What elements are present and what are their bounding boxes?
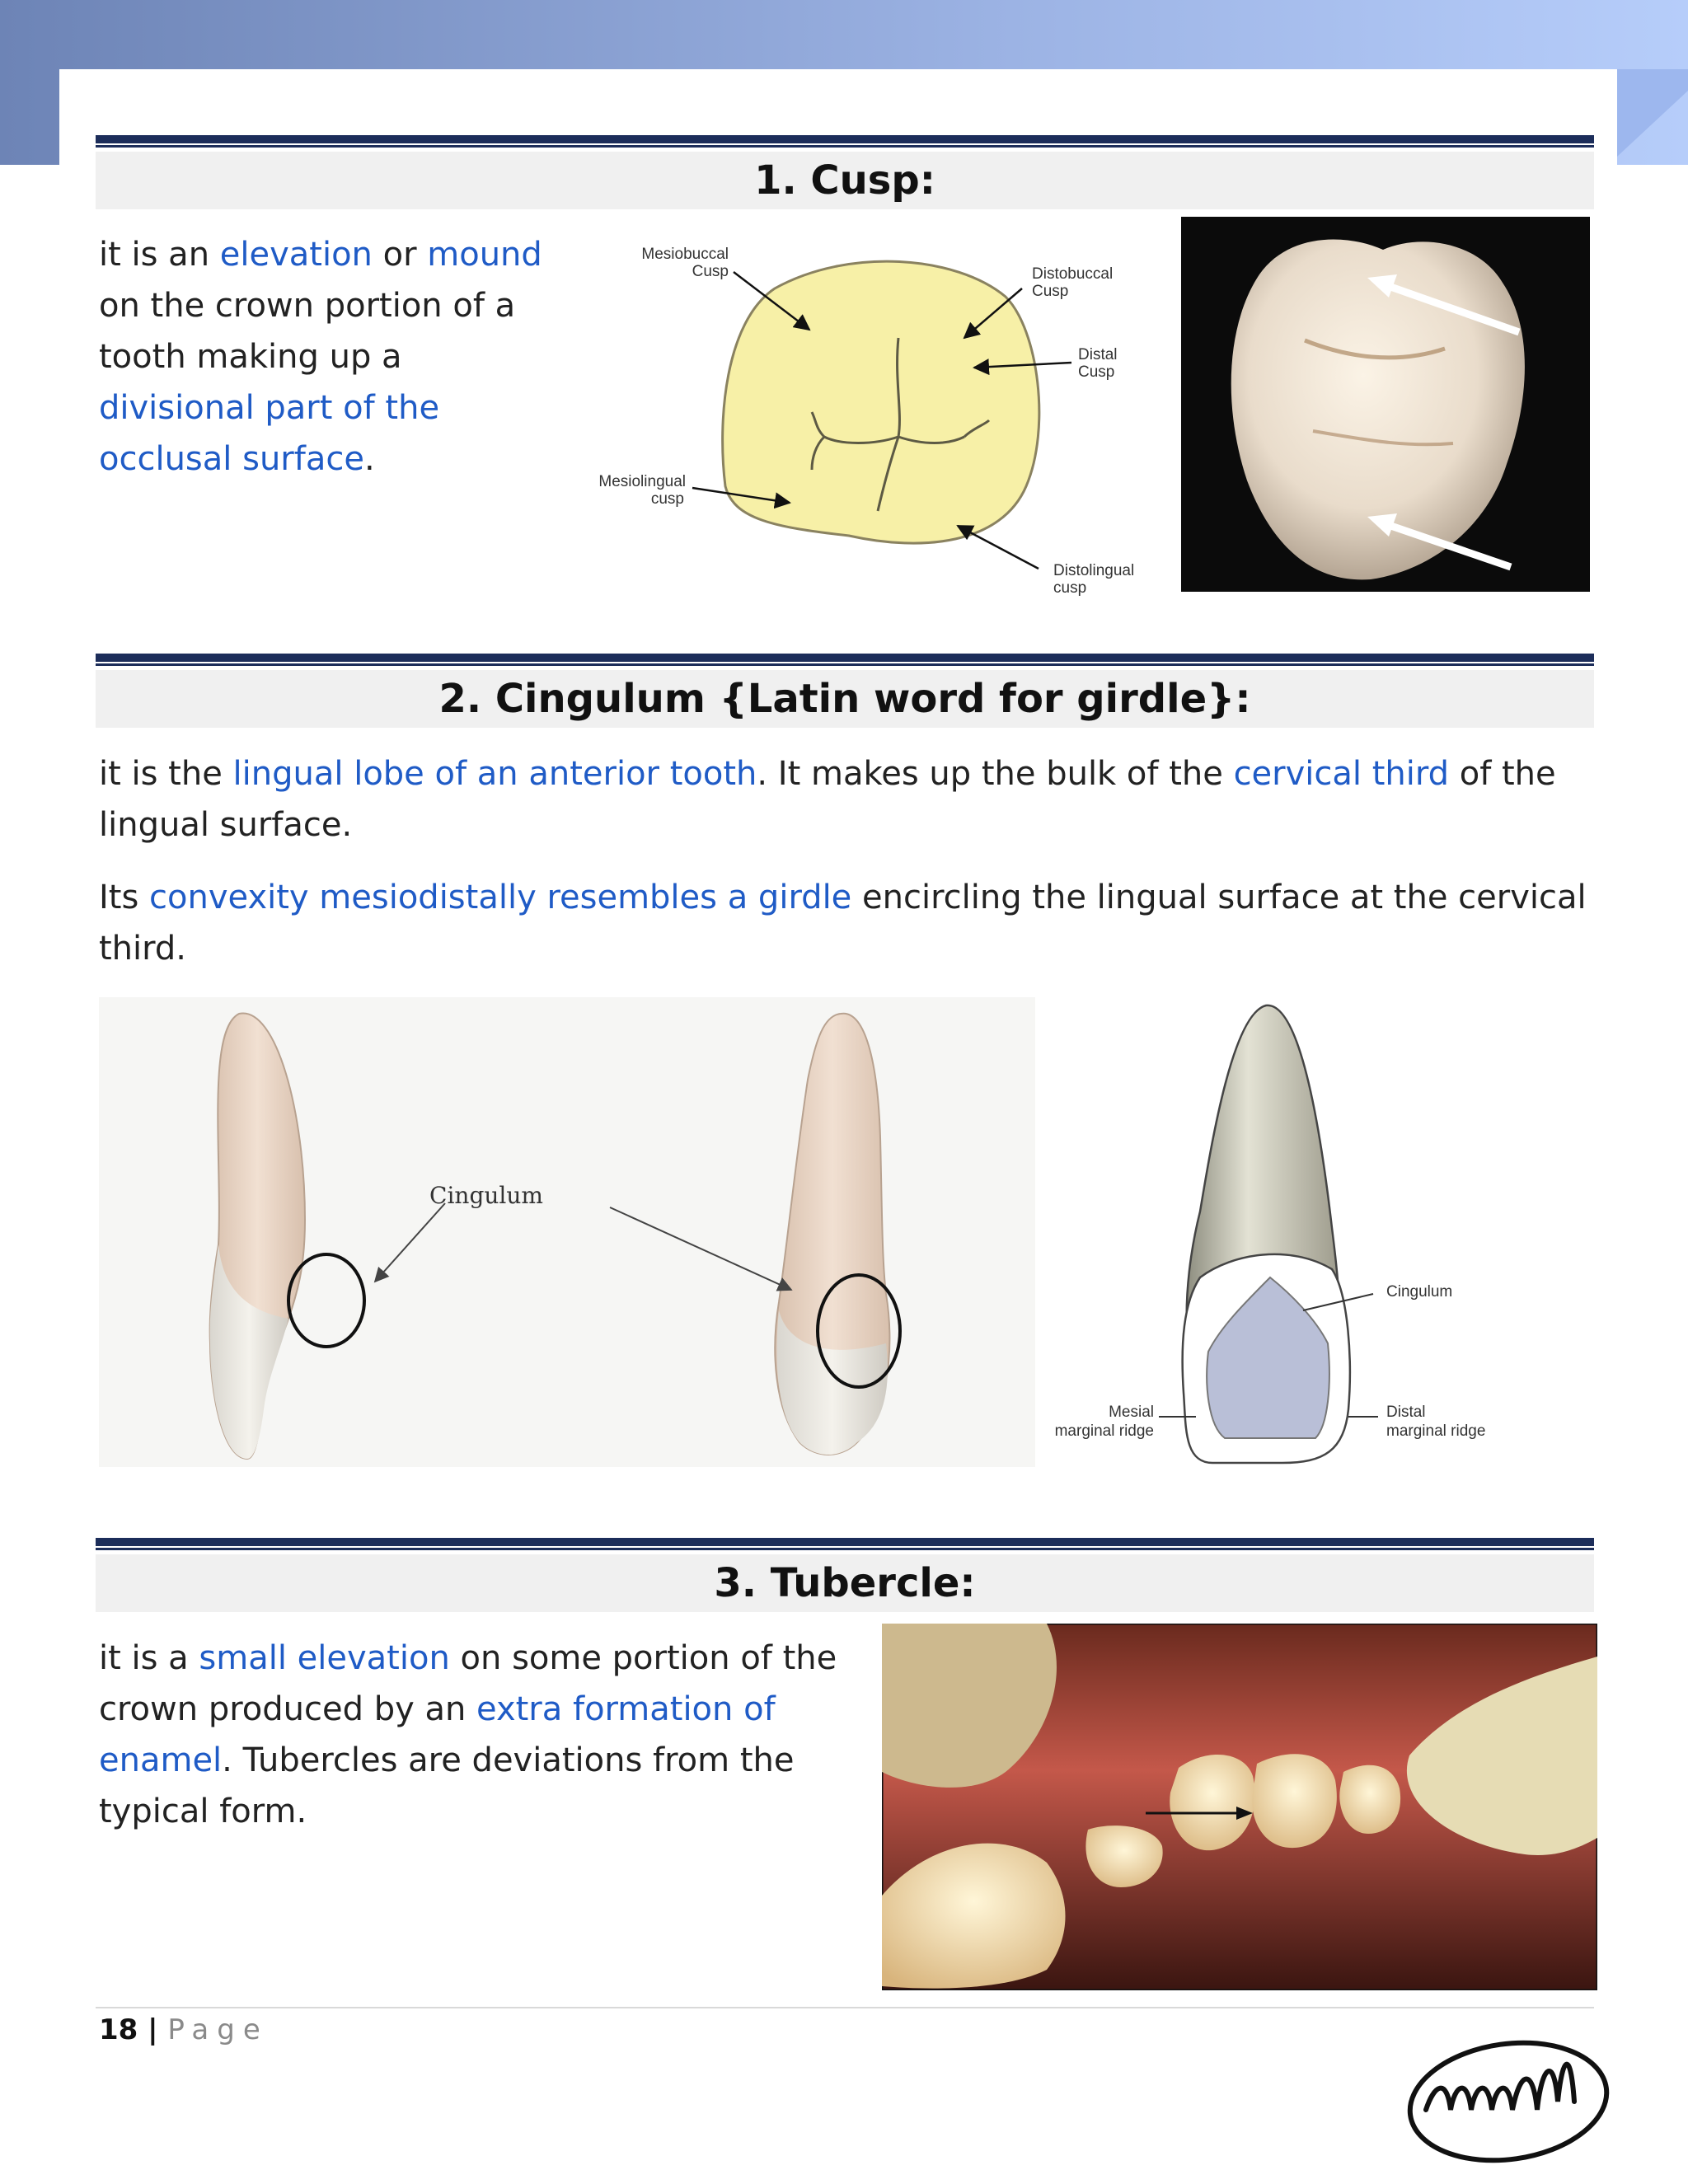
label-mesial: Mesial: [1109, 1404, 1154, 1421]
highlight-term: mound: [427, 236, 542, 274]
cingulum-lingual-diagram: [1035, 997, 1596, 1475]
section-rule: [96, 135, 1594, 143]
section-title-cusp: 1. Cusp:: [96, 152, 1594, 209]
text: it is a: [99, 1639, 199, 1677]
page-separator: |: [138, 2013, 168, 2046]
label-distal-cusp: Cusp: [1078, 363, 1115, 381]
label-mesiolingual-cusp: cusp: [650, 490, 684, 508]
text: it is an: [99, 236, 220, 274]
lateral-tooth: [1339, 1765, 1400, 1834]
highlight-term: extra formation of enamel: [99, 1690, 776, 1779]
label-distal: Distal: [1386, 1404, 1426, 1421]
page-word: Page: [167, 2013, 269, 2046]
text: or: [372, 236, 428, 274]
text: Its: [99, 879, 150, 916]
cingulum-figure: [99, 997, 1035, 1467]
footer-divider: [96, 2007, 1594, 2008]
highlight-term: convexity mesiodistally resembles a girdle: [149, 879, 852, 916]
label-distobuccal: Distobuccal: [1032, 265, 1114, 283]
distolingual-arrow: [958, 526, 1039, 569]
text: . Tubercles are deviations from the typical form.: [99, 1741, 795, 1830]
text: it is the: [99, 755, 233, 793]
page-number: [99, 2011, 269, 2049]
section-rule: [96, 654, 1594, 662]
section-title-tubercle: 3. Tubercle:: [96, 1554, 1594, 1612]
text: encircling the lingual surface at the cervical third.: [99, 879, 1587, 968]
cingulum-paragraph-1: [99, 748, 1592, 851]
highlight-term: small elevation: [199, 1639, 450, 1677]
label-distobuccal-cusp: Cusp: [1032, 283, 1069, 300]
text: on some portion of the crown produced by an: [99, 1639, 837, 1728]
label-cingulum: Cingulum: [1386, 1283, 1453, 1301]
label-mesiobuccal: Mesiobuccal: [641, 246, 729, 263]
molar-photo: [1181, 217, 1590, 592]
label-mesial-ridge: marginal ridge: [1054, 1422, 1154, 1440]
highlight-term: elevation: [219, 236, 373, 274]
text: on the crown portion of a tooth making up a: [99, 287, 516, 376]
tubercle-definition: [99, 1633, 857, 1837]
label-distolingual: Distolingual: [1053, 562, 1135, 579]
label-mesiobuccal-cusp: Cusp: [692, 263, 729, 280]
text: . It makes up the bulk of the: [757, 755, 1234, 793]
label-distolingual-cusp: cusp: [1053, 579, 1087, 597]
cingulum-definition: [99, 748, 1592, 996]
label-distal-ridge: marginal ridge: [1386, 1422, 1486, 1440]
text: .: [363, 440, 375, 478]
incisor-with-tubercle: [1252, 1754, 1337, 1848]
highlight-term: divisional part of the occlusal surface: [99, 389, 440, 478]
cingulum-paragraph-2: [99, 872, 1592, 974]
page-number-value: 18: [99, 2013, 138, 2046]
highlight-term: lingual lobe of an anterior tooth: [232, 755, 757, 793]
highlight-term: cervical third: [1233, 755, 1450, 793]
tubercle-photo: [882, 1624, 1597, 1990]
section-title-cingulum: 2. Cingulum {Latin word for girdle}:: [96, 670, 1594, 728]
label-mesiolingual: Mesiolingual: [598, 473, 686, 490]
cusp-occlusal-diagram: [577, 223, 1154, 610]
label-distal: Distal: [1078, 346, 1118, 363]
section-rule: [96, 1538, 1594, 1546]
author-signature-logo: [1401, 2019, 1624, 2176]
text: of the lingual surface.: [99, 755, 1556, 844]
cingulum-figure-label: Cingulum: [429, 1182, 543, 1209]
cusp-definition: [99, 229, 560, 485]
